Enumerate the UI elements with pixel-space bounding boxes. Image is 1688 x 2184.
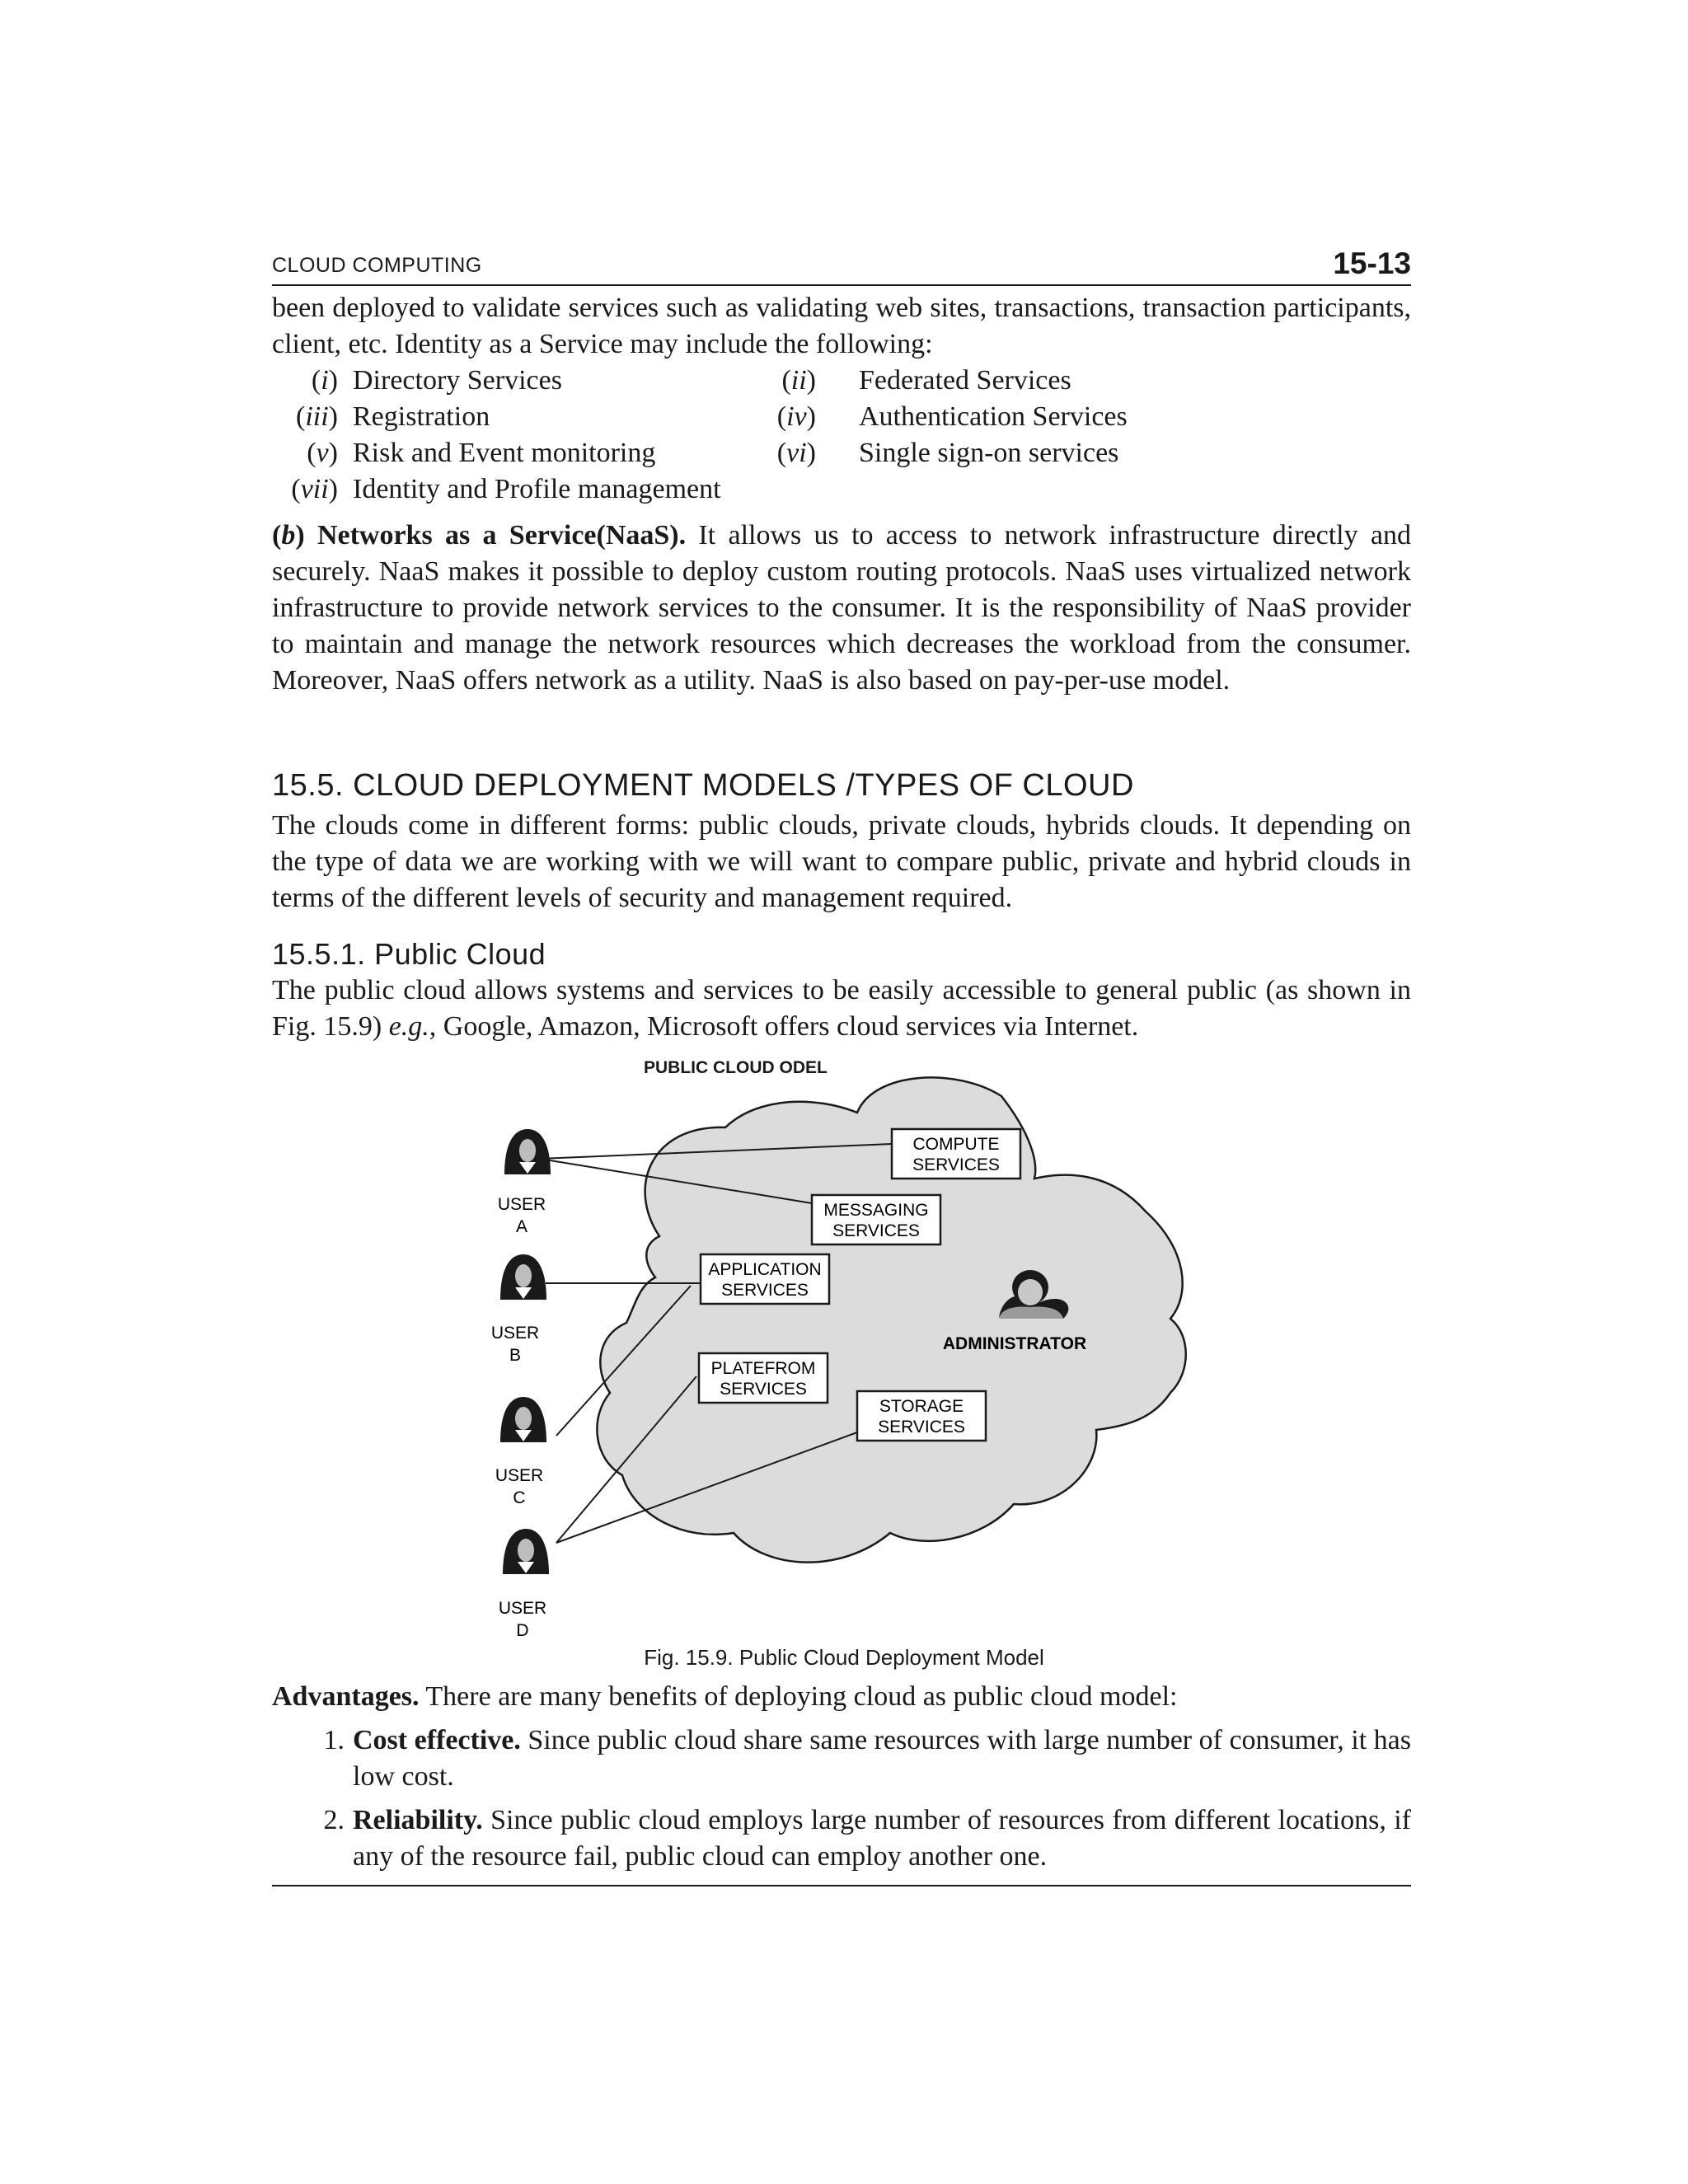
- user-label: B: [509, 1346, 522, 1365]
- svg-text:COMPUTE: COMPUTE: [912, 1135, 1000, 1154]
- list-item-number: (v): [307, 438, 338, 468]
- list-row: [272, 471, 1411, 508]
- figure-caption: Fig. 15.9. Public Cloud Deployment Model: [644, 1645, 1044, 1670]
- list-item: Federated Services: [859, 365, 1071, 396]
- svg-text:PLATEFROM: PLATEFROM: [710, 1359, 816, 1378]
- advantages-title: Advantages.: [272, 1681, 420, 1712]
- user-icon: [503, 1529, 549, 1574]
- list-item-number: (vii): [291, 474, 338, 504]
- page-header: [272, 235, 1411, 286]
- user-label: USER: [490, 1324, 540, 1343]
- messaging-services-box: [812, 1195, 940, 1244]
- svg-text:SERVICES: SERVICES: [721, 1281, 809, 1300]
- svg-text:SERVICES: SERVICES: [878, 1418, 965, 1436]
- list-item: Directory Services: [353, 365, 562, 396]
- list-item: Registration: [353, 401, 490, 432]
- section-heading: 15.5. CLOUD DEPLOYMENT MODELS /TYPES OF CLOUD: [272, 768, 1134, 803]
- storage-services-box: [857, 1391, 986, 1441]
- advantages-paragraph: Advantages. There are many benefits of deploying cloud as public cloud model:: [272, 1681, 1178, 1712]
- list-row: [272, 363, 1411, 399]
- running-title: CLOUD COMPUTING: [272, 254, 482, 277]
- svg-text:SERVICES: SERVICES: [912, 1155, 1000, 1174]
- intro-paragraph: been deployed to validate services such as validating web sites, transactions, transaction participants, client, etc. Identity as a Service may include the following:: [272, 293, 1411, 359]
- application-services-box: [701, 1254, 829, 1304]
- figure-title: PUBLIC CLOUD ODEL: [644, 1058, 828, 1077]
- list-item-number: (iii): [296, 401, 338, 432]
- naas-title: (b) Networks as a Service(NaaS).: [272, 520, 687, 551]
- user-label: D: [516, 1621, 529, 1640]
- list-item-number: (iv): [776, 401, 816, 432]
- user-label: USER: [498, 1599, 547, 1618]
- footer-rule: [272, 1885, 1411, 1886]
- svg-text:MESSAGING: MESSAGING: [823, 1201, 929, 1220]
- list-item: Identity and Profile management: [353, 474, 721, 504]
- user-icon: [500, 1397, 546, 1442]
- user-icon: [504, 1129, 551, 1174]
- document-page: CLOUD COMPUTING 15-13 been deployed to validate services such as validating web sites, transactions, transaction participants, client, etc. Identity as a Service may include the following: (i) Directory Services (ii) Federated Services (iii) Registration (iv) Authentication Services (v) Risk and Event monitoring (vi) Single sign-on services (vii) Identity and Profile management (b) Networks as a Service(NaaS). It allows us to access to network infrastructure directly and securely. NaaS makes it possible to deploy custom routing protocols. NaaS uses virtualized network infrastructure to provide network services to the consumer. It is the responsibility of NaaS provider to maintain and manage the network resources which decreases the workload from the consumer. Moreover, NaaS offers network as a utility. NaaS is also based on pay-per-use model. 15.5. CLOUD DEPLOYMENT MODELS /TYPES OF CLOUD The clouds come in different forms: public clouds, private clouds, hybrids clouds. It depending on the type of data we are working with we will want to compare public, private and hybrid clouds in terms of the different levels of security and management required. 15.5.1. Public Cloud The public cloud allows systems and services to be easily accessible to general public (as shown in Fig. 15.9) e.g., Google, Amazon, Microsoft offers cloud services via Internet. PUBLIC CLOUD ODEL COMPUTE SERVICES MESSAGING SERVICES APPLICATION SERVICES PLATEFROM SERVICES STORAGE SERVICES ADMINISTRATOR USER A USER B USER C USER D Fig. 15.9. Public Cloud Deployment Model Advantages. There are many benefits of deploying cloud as public cloud model: 1. Cost effective. Since public cloud share same resources with large number of consumer, it has low cost. 2. Reliability. Since public cloud employs large number of resources from different locations, if any of the resource fail, public cloud can employ another one.: [0, 0, 1688, 2184]
- list-item-number: (ii): [781, 365, 816, 396]
- administrator-label: ADMINISTRATOR: [942, 1334, 1087, 1353]
- svg-text:SERVICES: SERVICES: [720, 1380, 807, 1399]
- list-row: [272, 435, 1411, 471]
- list-item-number: (vi): [776, 438, 816, 468]
- svg-text:SERVICES: SERVICES: [832, 1221, 920, 1240]
- user-label: A: [515, 1217, 528, 1236]
- platform-services-box: [699, 1353, 828, 1403]
- list-item: Single sign-on services: [859, 438, 1119, 468]
- naas-paragraph: [272, 518, 1411, 699]
- user-label: USER: [497, 1195, 546, 1214]
- page-number: 15-13: [1333, 246, 1411, 280]
- list-row: [272, 399, 1411, 435]
- section-paragraph: The clouds come in different forms: public clouds, private clouds, hybrids clouds. It depending on the type of data we are working with we will want to compare public, private and hybrid clouds in terms of the different levels of security and management required.: [272, 810, 1411, 913]
- user-label: USER: [495, 1466, 544, 1485]
- compute-services-box: [892, 1129, 1020, 1179]
- naas-body: It allows us to access to network infrastructure directly and securely. NaaS makes it possible to deploy custom routing protocols. NaaS uses virtualized network infrastructure to provide network services to the consumer. It is the responsibility of NaaS provider to maintain and manage the network resources which decreases the workload from the consumer. Moreover, NaaS offers network as a utility. NaaS is also based on pay-per-use model.: [272, 520, 1412, 696]
- public-cloud-diagram: [462, 1055, 1245, 1648]
- identity-services-list: [272, 363, 1411, 508]
- list-item: Risk and Event monitoring: [353, 438, 656, 468]
- user-icon: [500, 1254, 546, 1300]
- list-item-number: (i): [311, 365, 338, 396]
- svg-text:STORAGE: STORAGE: [879, 1397, 964, 1416]
- list-item: Authentication Services: [859, 401, 1128, 432]
- user-label: C: [513, 1488, 526, 1507]
- public-cloud-paragraph: The public cloud allows systems and services to be easily accessible to general public (as shown in Fig. 15.9) e.g., Google, Amazon, Microsoft offers cloud services via Internet.: [272, 975, 1411, 1042]
- subsection-heading: 15.5.1. Public Cloud: [272, 937, 546, 971]
- svg-text:APPLICATION: APPLICATION: [708, 1260, 822, 1279]
